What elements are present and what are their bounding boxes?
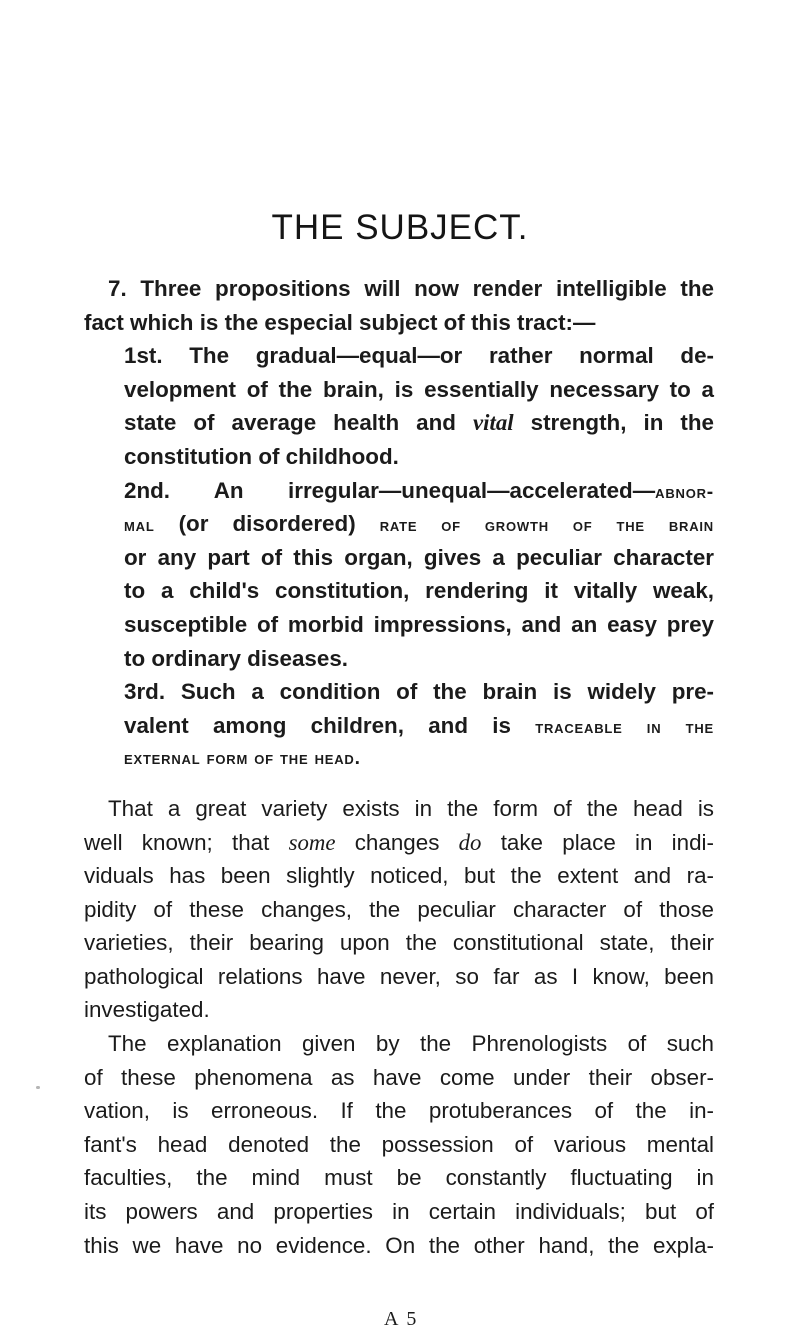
italic-word: vital	[473, 410, 514, 436]
text-line: fant's head denoted the possession of various mental	[84, 1131, 714, 1157]
text-line: vation, is erroneous. If the protuberances of the in-	[84, 1098, 714, 1124]
text-line: constitution of childhood.	[124, 443, 399, 469]
text-line	[84, 507, 714, 541]
text-line: susceptible of morbid impressions, and an easy prey	[124, 611, 714, 637]
paragraph-7	[84, 272, 714, 339]
proposition-third	[84, 675, 714, 776]
text-run: 2nd. An irregular—unequal—accelerated—	[124, 477, 656, 503]
text-line: 1st. The gradual—equal—or rather normal de-	[124, 343, 714, 369]
text-line: viduals has been slightly noticed, but the extent and ra-	[84, 863, 714, 889]
text-line: fact which is the especial subject of this tract:—	[84, 309, 596, 335]
text-line: pidity of these changes, the peculiar character of those	[84, 896, 714, 922]
text-line: faculties, the mind must be constantly fluctuating in	[84, 1165, 714, 1191]
proposition-second	[84, 474, 714, 676]
text-run: (or disordered)	[154, 511, 380, 537]
text-line	[84, 474, 714, 508]
text-run: strength, in the	[513, 410, 715, 436]
text-line: or any part of this organ, gives a peculiar character	[124, 544, 714, 570]
smallcaps-run: rate of growth of the brain	[379, 515, 714, 537]
text-line: its powers and properties in certain individuals; but of	[84, 1199, 714, 1225]
paragraph-gap	[84, 776, 714, 792]
text-line: external form of the head.	[124, 748, 361, 770]
text-line: pathological relations have never, so far as I know, been	[84, 963, 714, 989]
text-line: this we have no evidence. On the other hand, the expla-	[84, 1232, 714, 1258]
text-run: take place in indi-	[481, 829, 714, 855]
text-line: investigated.	[84, 997, 210, 1023]
text-line: 3rd. Such a condition of the brain is widely pre-	[124, 679, 714, 705]
signature-mark: A 5	[384, 1308, 419, 1330]
italic-word: do	[458, 829, 482, 855]
text-line	[84, 406, 714, 440]
paragraph-explanation	[84, 1027, 714, 1262]
text-run: changes	[335, 829, 459, 855]
text-line: to a child's constitution, rendering it vitally weak,	[124, 578, 714, 604]
text-line: 7. Three propositions will now render intelligible the	[108, 276, 714, 301]
text-run: state of average health and	[124, 410, 474, 436]
italic-word: some	[288, 829, 336, 855]
smallcaps-run: mal	[124, 515, 155, 537]
text-line	[84, 826, 714, 860]
text-line: varieties, their bearing upon the constitutional state, their	[84, 930, 714, 956]
smallcaps-run: abnor-	[655, 481, 714, 503]
text-line: That a great variety exists in the form of the head is	[108, 795, 714, 821]
proposition-first	[84, 339, 714, 473]
body-text	[84, 272, 714, 1262]
smallcaps-run: traceable in the	[535, 716, 714, 738]
text-line: The explanation given by the Phrenologists of such	[108, 1031, 714, 1057]
margin-speck	[36, 1086, 40, 1089]
paragraph-variety	[84, 792, 714, 1027]
text-line: of these phenomena as have come under their obser-	[84, 1064, 714, 1090]
page-heading: THE SUBJECT.	[271, 208, 529, 247]
text-line: to ordinary diseases.	[124, 645, 348, 671]
text-line	[84, 709, 714, 743]
text-line: velopment of the brain, is essentially necessary to a	[124, 376, 714, 402]
text-run: well known; that	[84, 829, 289, 855]
text-run: valent among children, and is	[124, 712, 536, 738]
